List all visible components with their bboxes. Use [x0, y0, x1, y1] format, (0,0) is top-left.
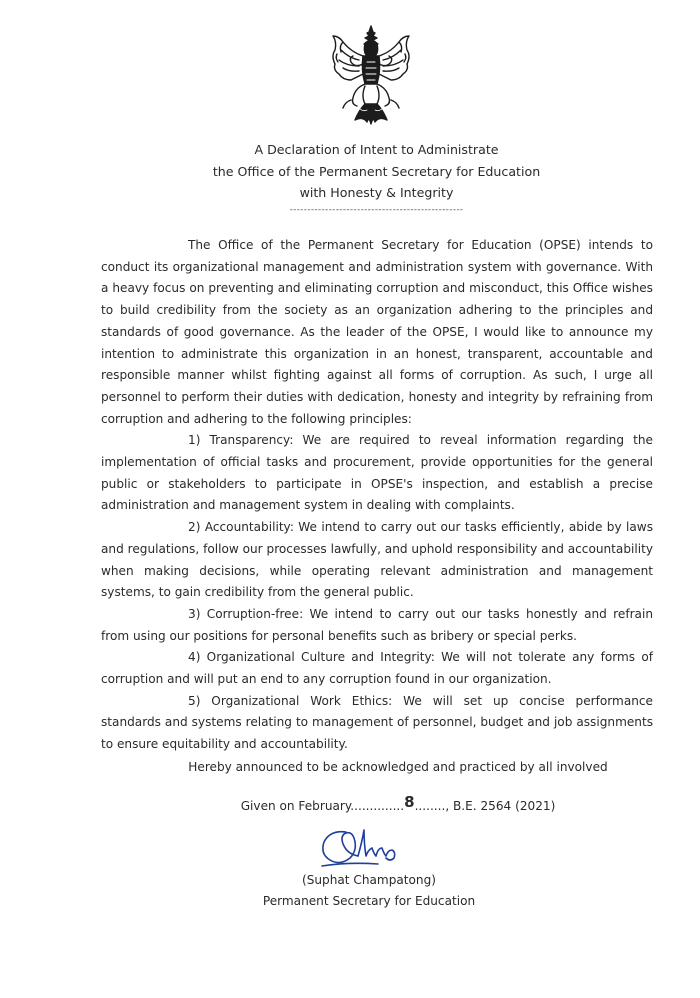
intro-paragraph: The Office of the Permanent Secretary for Education (OPSE) intends to conduct its organizational management and administration system with governance. With a heavy focus on preventing and eliminating corruption and misconduct, this Office wishes to build credibility from the society as an organization adhering to the principles and standards of good governance. As the leader of the OPSE, I would like to announce my intention to administrate this organization in an honest, transparent, accountable and responsible manner whilst fighting against all forms of corruption. As such, I urge all personnel to perform their duties with dedication, honesty and integrity by refraining from corruption and adhering to the following principles: — [101, 238, 653, 426]
principle-work-ethics: 5) Organizational Work Ethics: We will set up concise performance standards and systems relating to management of personnel, budget and job assignments to ensure equitability and accountability. — [101, 693, 653, 752]
signature-icon — [318, 822, 406, 870]
signatory-position: Permanent Secretary for Education — [262, 894, 476, 908]
signatory-block — [0, 870, 700, 912]
given-suffix: ........, B.E. 2564 (2021) — [414, 799, 556, 813]
title-line-2: the Office of the Permanent Secretary for Education — [212, 163, 541, 179]
garuda-emblem-icon — [329, 24, 413, 128]
title-divider: ------------------------------------------------- — [289, 205, 464, 215]
given-date-line — [0, 793, 700, 814]
acknowledgement-line: Hereby announced to be acknowledged and practiced by all involved — [188, 760, 608, 774]
title-line-3: with Honesty & Integrity — [299, 185, 454, 200]
given-prefix: Given on February.............. — [240, 799, 405, 813]
title-line-1: A Declaration of Intent to Administrate — [254, 142, 499, 157]
principle-transparency: 1) Transparency: We are required to reveal information regarding the implementation of official tasks and procurement, provide opportunities for the general public or stakeholders to participate in OPSE's inspection, and establish a precise administration and management system in dealing with complaints. — [101, 433, 653, 513]
signatory-name: (Suphat Champatong) — [302, 873, 436, 887]
principle-culture-integrity: 4) Organizational Culture and Integrity: We will not tolerate any forms of corruption and will put an end to any corruption found in our organization. — [101, 650, 653, 687]
principle-accountability: 2) Accountability: We intend to carry out our tasks efficiently, abide by laws and regulations, follow our processes lawfully, and uphold responsibility and accountability when making decisions, while operating relevant administration and management systems, to gain credibility from the general public. — [101, 520, 653, 600]
principle-corruption-free: 3) Corruption-free: We intend to carry out our tasks honestly and refrain from using our positions for personal benefits such as bribery or special perks. — [101, 606, 653, 643]
declaration-body — [101, 235, 653, 756]
document-title — [0, 139, 700, 204]
given-day: 8 — [404, 793, 415, 811]
